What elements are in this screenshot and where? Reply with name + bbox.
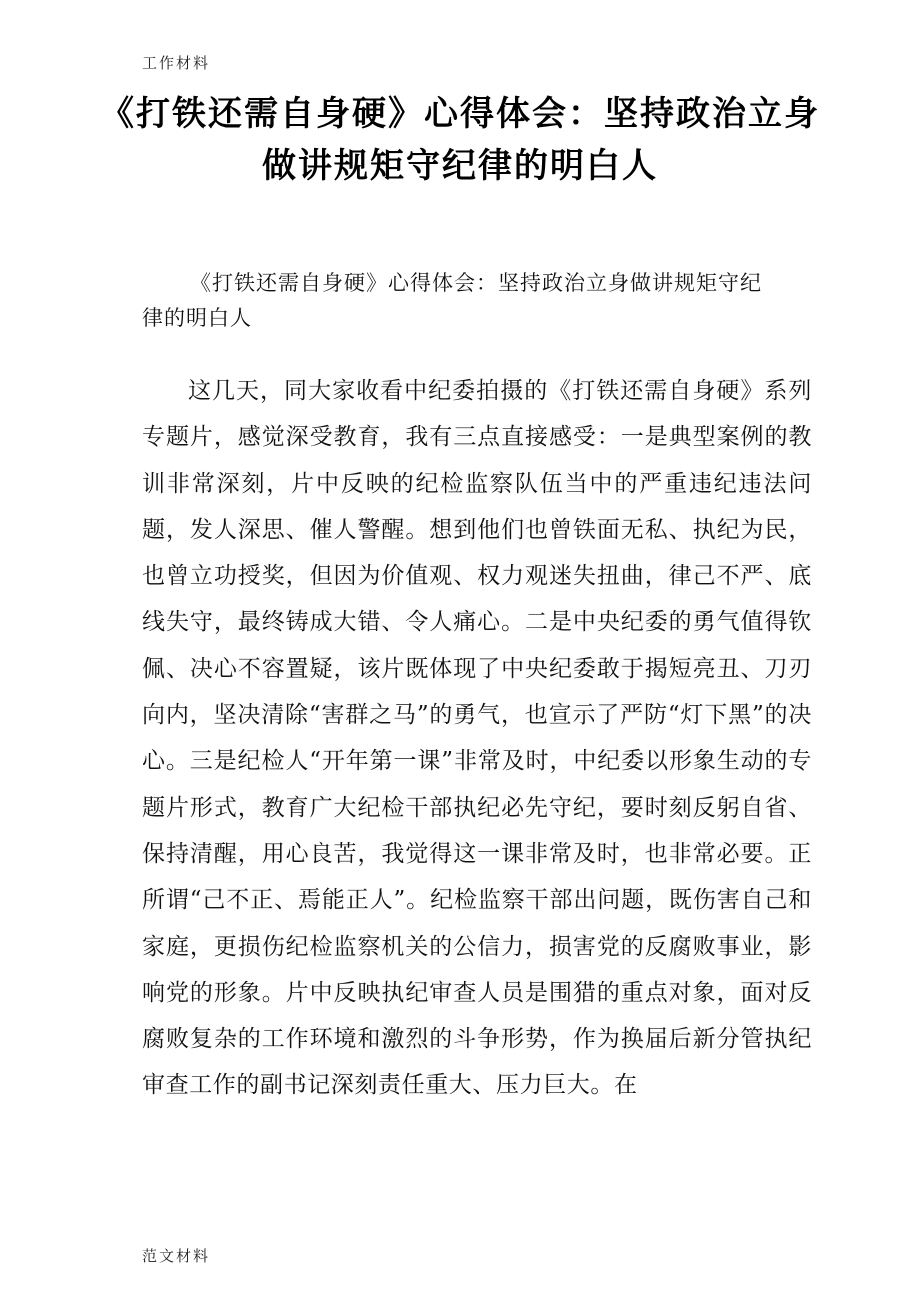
document-subtitle: 《打铁还需自身硬》心得体会：坚持政治立身做讲规矩守纪律的明白人: [142, 271, 762, 330]
body-paragraph: 这几天，同大家收看中纪委拍摄的《打铁还需自身硬》系列专题片，感觉深受教育，我有三点直接感受：一是典型案例的教训非常深刻，片中反映的纪检监察队伍当中的严重违纪违法问题，发人深思、催人警醒。想到他们也曾铁面无私、执纪为民，也曾立功授奖，但因为价值观、权力观迷失扭曲，律己不严、底线失守，最终铸成大错、令人痛心。二是中央纪委的勇气值得钦佩、决心不容置疑，该片既体现了中央纪委敢于揭短亮丑、刀刃向内，坚决清除“害群之马”的勇气，也宣示了严防“灯下黑”的决心。三是纪检人“开年第一课”非常及时，中纪委以形象生动的专题片形式，教育广大纪检干部执纪必先守纪，要时刻反躬自省、保持清醒，用心良苦，我觉得这一课非常及时，也非常必要。正所谓“己不正、焉能正人”。纪检监察干部出问题，既伤害自己和家庭，更损伤纪检监察机关的公信力，损害党的反腐败事业，影响党的形象。片中反映执纪审查人员是围猎的重点对象，面对反腐败复杂的工作环境和激烈的斗争形势，作为换届后新分管执纪审查工作的副书记深刻责任重大、压力巨大。在: [142, 378, 812, 1099]
document-title: 《打铁还需自身硬》心得体会：坚持政治立身 做讲规矩守纪律的明白人: [100, 94, 820, 186]
page-header-label: 工作材料: [142, 54, 211, 72]
page-footer-label: 范文材料: [142, 1247, 211, 1265]
